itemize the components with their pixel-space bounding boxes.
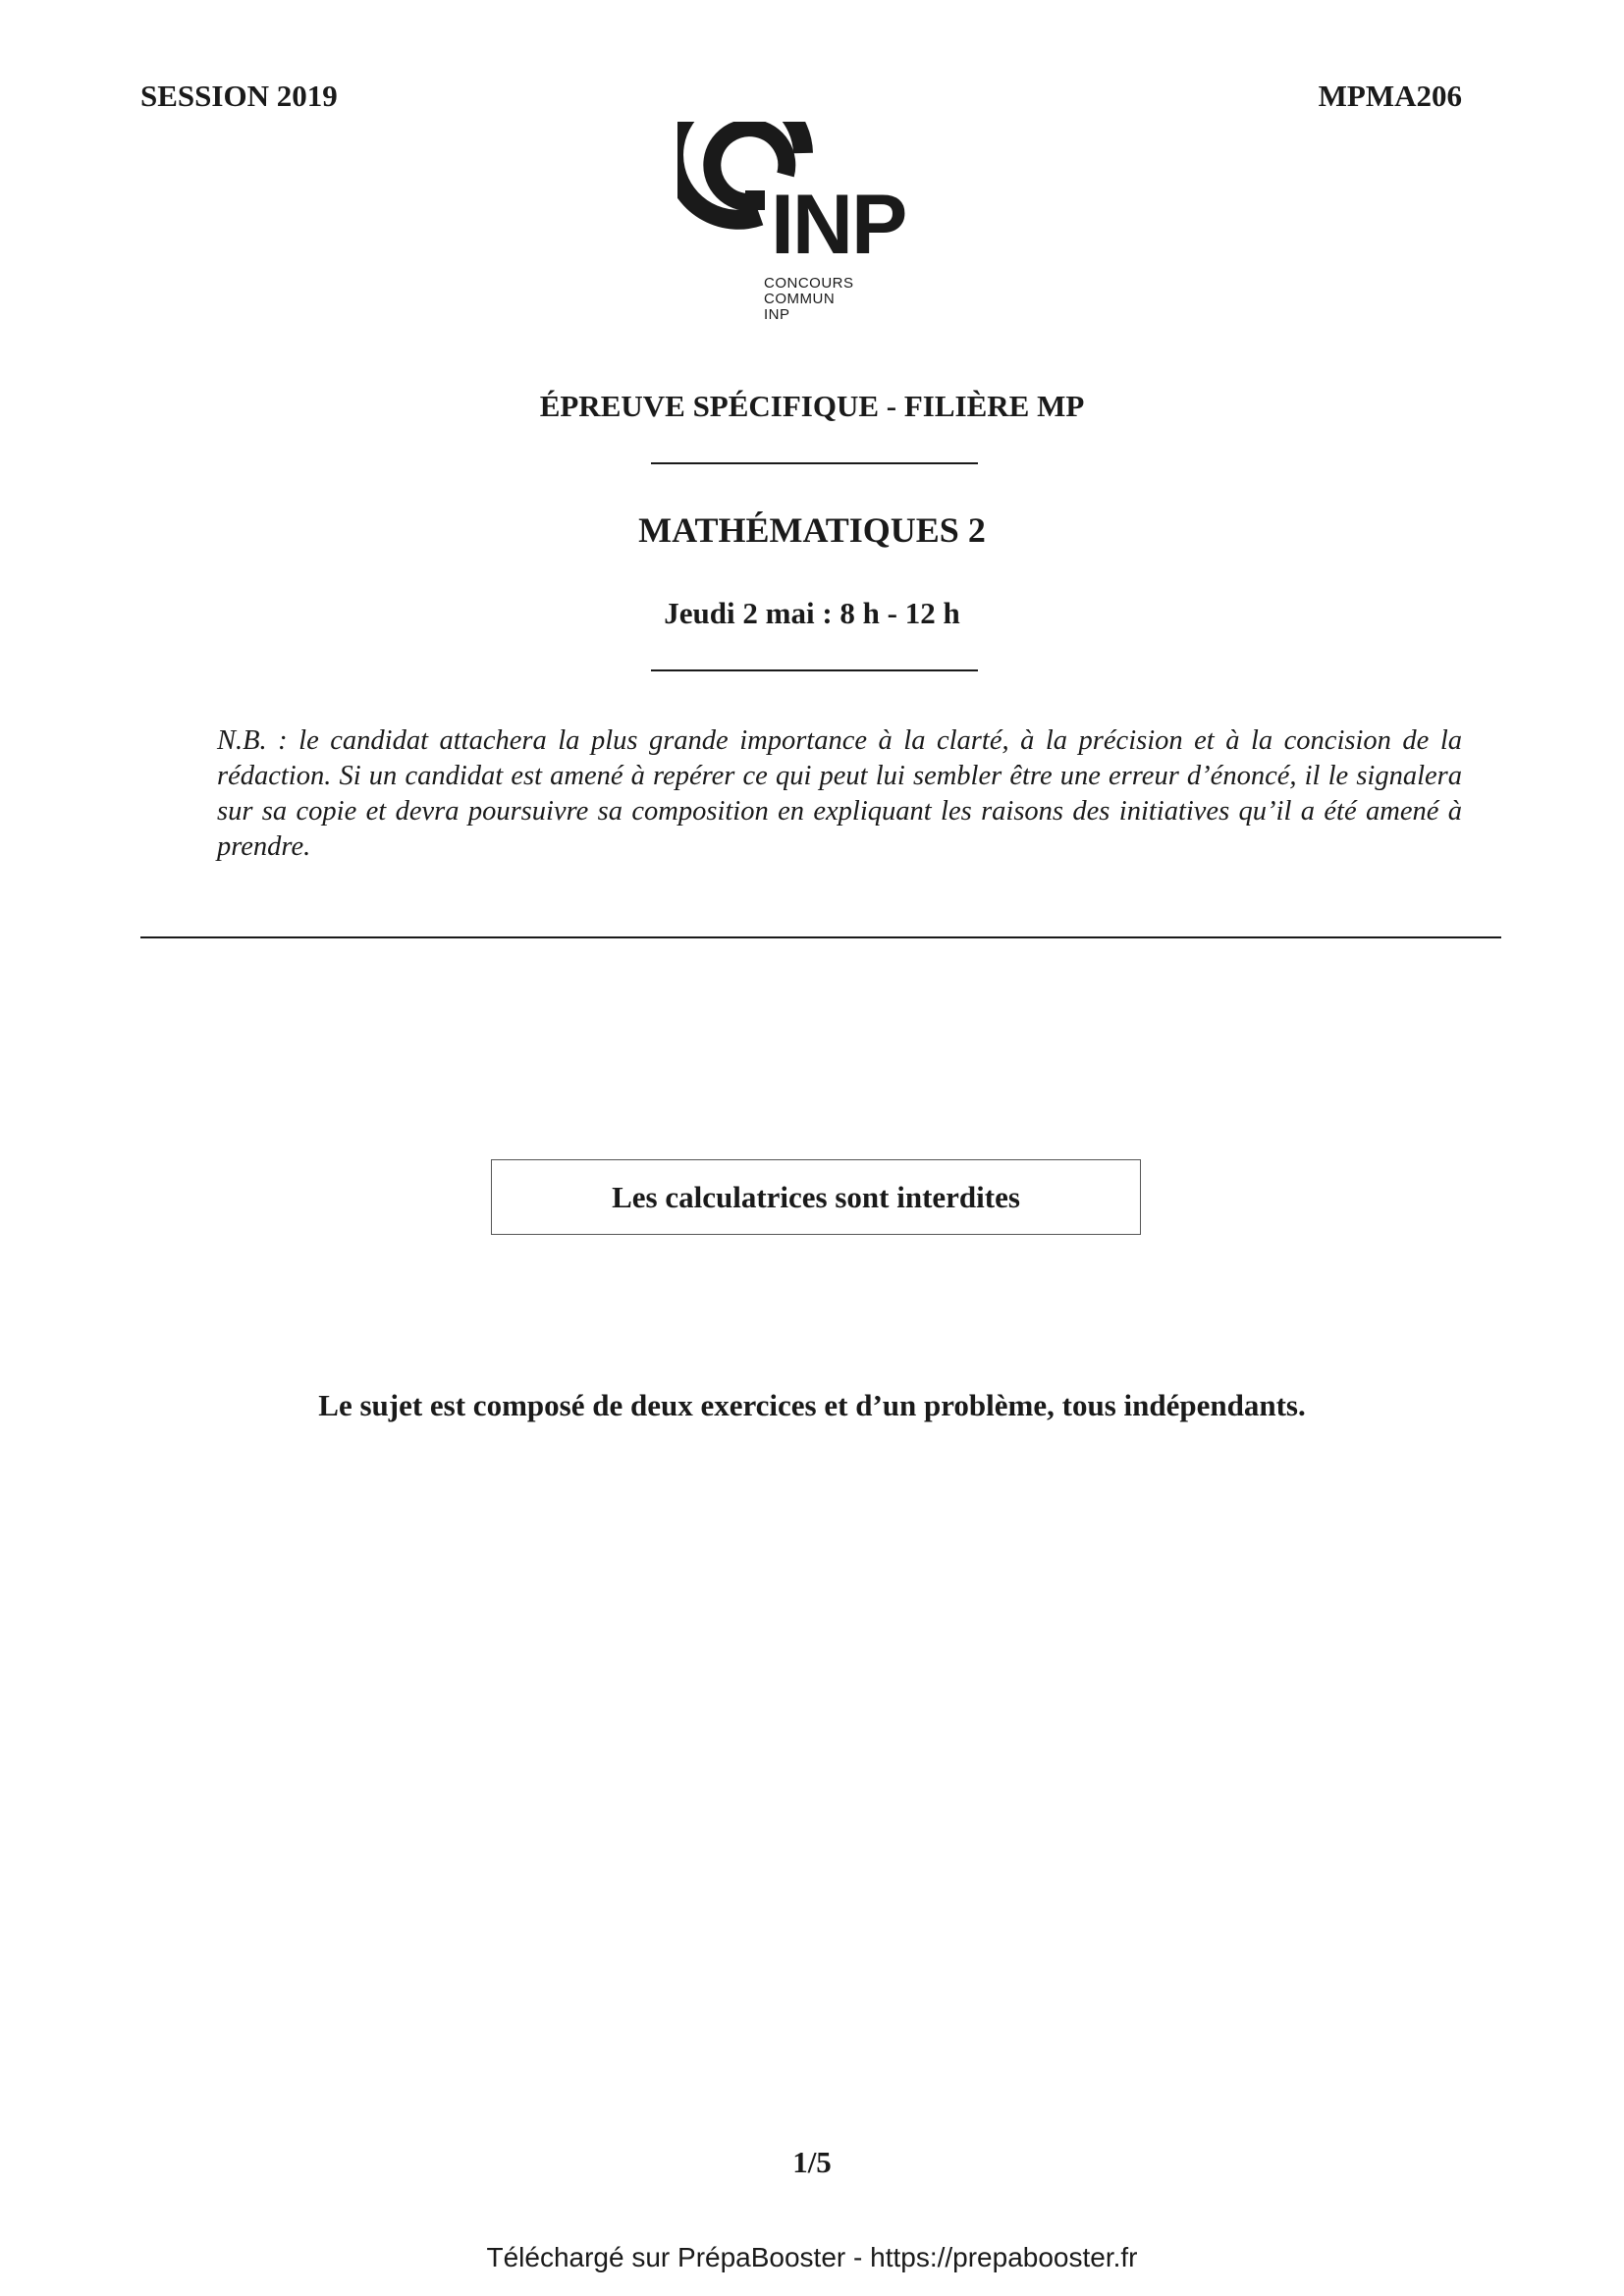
calculator-notice (491, 1159, 1141, 1235)
subject-description: Le sujet est composé de deux exercices et d’un problème, tous indépendants. (318, 1388, 1306, 1422)
calculator-notice-text: Les calculatrices sont interdites (612, 1179, 1020, 1214)
logo-caption-line2: COMMUN (764, 291, 836, 307)
logo-wordmark: INP (771, 178, 906, 272)
instructions-note: N.B. : le candidat attachera la plus grande importance à la clarté, à la précision et à la concision de la rédaction. Si un candidat est amené à repérer ce qui peut lui sembler être une erreur d’énoncé, il le signalera sur sa copie et devra poursuivre sa composition en expliquant les raisons des initiatives qu’il a été amené à prendre. (217, 725, 1462, 862)
logo-caption-line1: CONCOURS (764, 275, 854, 292)
section-divider (140, 936, 1501, 938)
exam-schedule: Jeudi 2 mai : 8 h - 12 h (664, 596, 960, 630)
session-label: SESSION 2019 (140, 79, 338, 113)
inp-logo (677, 122, 943, 338)
schedule-divider (651, 669, 978, 671)
epreuve-title: ÉPREUVE SPÉCIFIQUE - FILIÈRE MP (539, 389, 1085, 423)
subject-title: MATHÉMATIQUES 2 (638, 510, 986, 550)
download-footer: Téléchargé sur PrépaBooster - https://prepabooster.fr (486, 2242, 1138, 2272)
exam-code: MPMA206 (1318, 79, 1462, 113)
page-number: 1/5 (792, 2145, 832, 2179)
title-divider (651, 462, 978, 464)
logo-caption-line3: INP (764, 306, 790, 323)
